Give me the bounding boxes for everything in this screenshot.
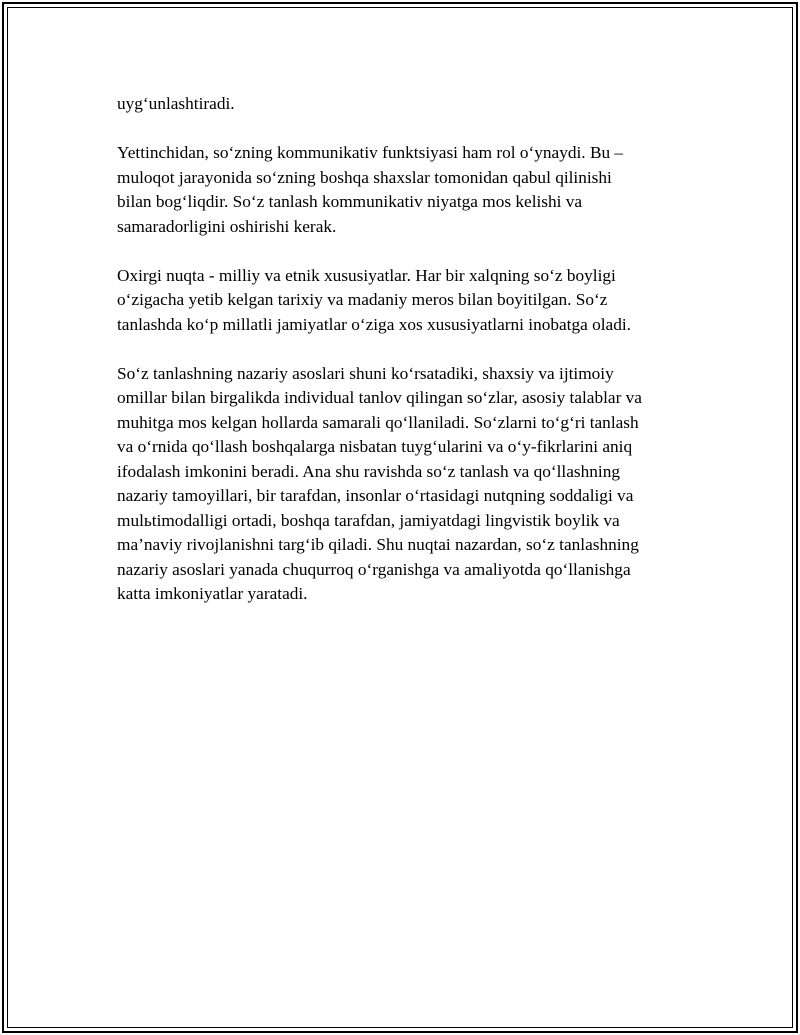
text-line: muhitga mos kelgan hollarda samarali qo‘llaniladi. So‘zlarni to‘g‘ri tanlash — [117, 412, 639, 432]
text-line: ifodalash imkonini beradi. Ana shu ravishda so‘z tanlash va qo‘llashning — [117, 461, 620, 481]
text-line: o‘zigacha yetib kelgan tarixiy va madaniy meros bilan boyitilgan. So‘z — [117, 290, 608, 309]
text-line: nazariy tamoyillari, bir tarafdan, insonlar o‘rtasidagi nutqning soddaligi va — [117, 486, 634, 505]
text-line: muloqot jarayonida so‘zning boshqa shaxslar tomonidan qabul qilinishi — [117, 167, 612, 187]
text-line: uyg‘unlashtiradi. — [117, 94, 235, 113]
paragraph-4 — [117, 362, 687, 607]
text-line: va o‘rnida qo‘llash boshqalarga nisbatan tuyg‘ularini va o‘y-fikrlarini aniq — [117, 437, 633, 456]
text-line: omillar bilan birgalikda individual tanlov qilingan so‘zlar, asosiy talablar va — [117, 388, 642, 407]
text-line: tanlashda ko‘p millatli jamiyatlar o‘ziga xos xususiyatlarni inobatga oladi. — [117, 314, 631, 334]
paragraph-3 — [117, 264, 687, 338]
text-line: Yettinchidan, so‘zning kommunikativ funktsiyasi ham rol o‘ynaydi. Bu – — [117, 143, 624, 162]
text-line: So‘z tanlashning nazariy asoslari shuni ko‘rsatadiki, shaxsiy va ijtimoiy — [117, 363, 614, 383]
text-line: katta imkoniyatlar yaratadi. — [117, 584, 308, 603]
text-line: Oxirgi nuqta - milliy va etnik xususiyatlar. Har bir xalqning so‘z boyligi — [117, 265, 616, 285]
paragraph-1 — [117, 92, 687, 117]
text-line: bilan bog‘liqdir. So‘z tanlash kommunikativ niyatga mos kelishi va — [117, 192, 583, 211]
text-line: nazariy asoslari yanada chuqurroq o‘rganishga va amaliyotda qo‘llanishga — [117, 559, 631, 579]
text-line: mulьtimodalligi ortadi, boshqa tarafdan, jamiyatdagi lingvistik boylik va — [117, 510, 620, 530]
paragraph-2 — [117, 141, 687, 239]
document-body — [117, 92, 687, 631]
text-line: samaradorligini oshirishi kerak. — [117, 216, 337, 236]
text-line: ma’naviy rivojlanishni targ‘ib qiladi. Shu nuqtai nazardan, so‘z tanlashning — [117, 535, 639, 554]
